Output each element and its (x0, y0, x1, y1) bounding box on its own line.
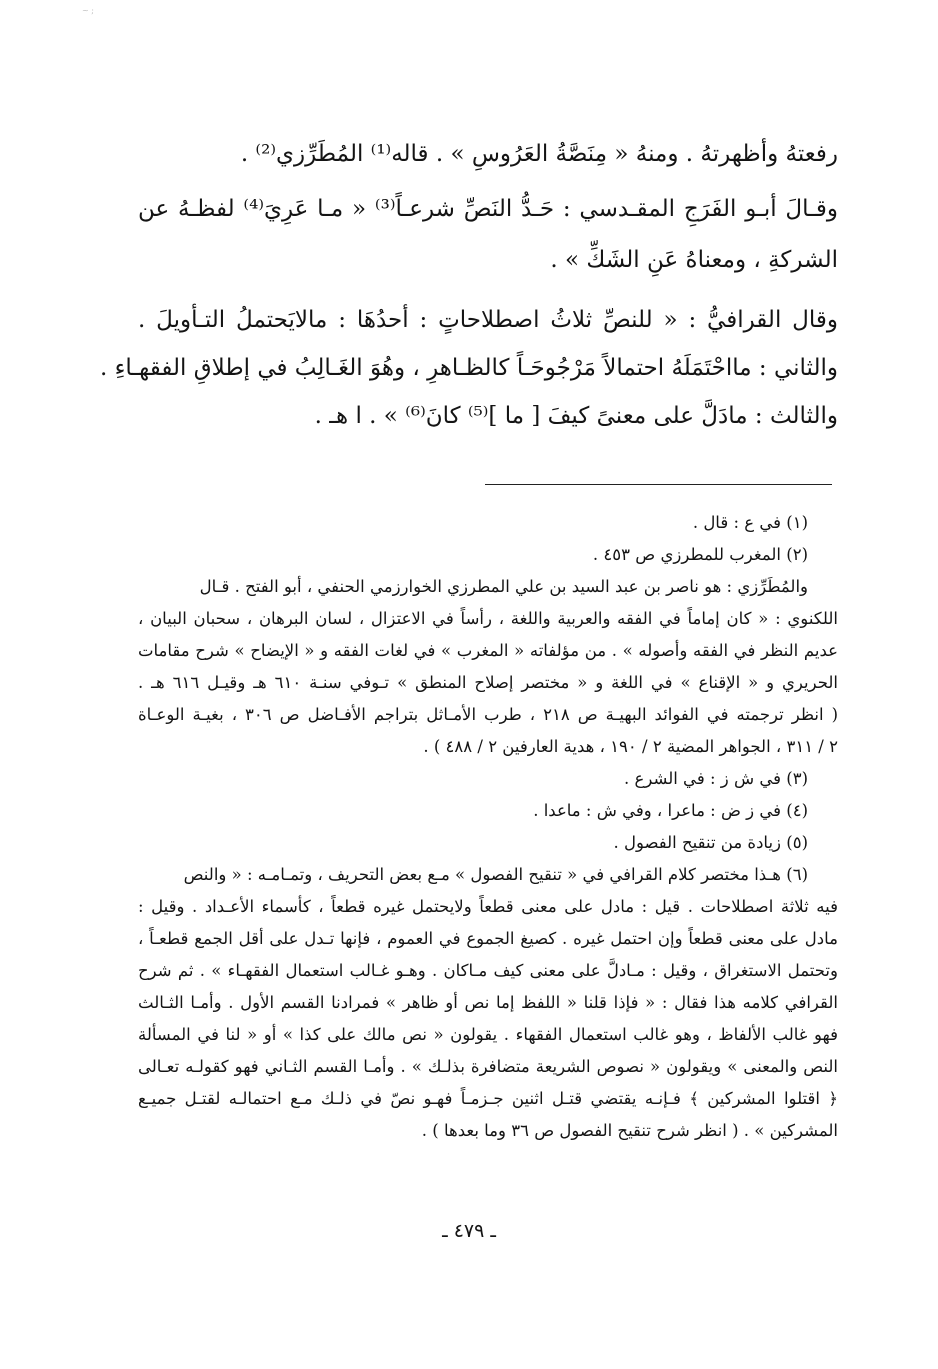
footnote-2-body-6: ٢ / ٣١١ ، الجواهر المضية ٢ / ١٩٠ ، هدية العارفين ٢ / ٤٨٨ ) . (423, 737, 838, 756)
footnote-6-body-2: مادل على معنى قطعاً وإن احتمل غيره . كصيغ الجموع في العموم ، فإنها تـدل على أقل الجمع قطعـاً ، (138, 929, 838, 948)
main-line-2: وقـالَ أبـو الفَرَجِ المقـدسي : حَـدُّ النَصِّ شرعـاً⁽³⁾ « مـا عَرِيَ⁽⁴⁾ لفظـهُ عن (138, 196, 838, 222)
footnote-2-body-3: عديم النظر في الفقه وأصوله » . من مؤلفاته « المغرب » في لغات الفقه و « الإيضاح » شرح مقامات (138, 641, 838, 660)
footnote-6: (٦) هـذا مختصر كلام القرافي في « تنقيح الفصول » مـع بعض التحريف ، وتمـامـه : « والنص (183, 865, 808, 884)
footnote-6-body-6: النص والمعنى » ويقولون « نصوص الشريعة متضافرة بذلـك » . وأمـا القسم الثـاني فهو كقولـه تعـالى (138, 1057, 838, 1076)
footnote-6-body-1: فيه ثلاثة اصطلاحات . قيل : مادل على معنى قطعاً ولايحتمل غيره قطعاً ، كأسماء الأعـداد . وقيل : (138, 897, 838, 916)
scan-corner-mark: ~ ; (82, 6, 94, 15)
footnote-1: (١) في ع : قال . (692, 513, 808, 532)
footnote-2-body-2: اللكنوي : « كان إماماً في الفقه والعربية واللغة ، رأساً في الاعتزال ، لسان البرهان ، سحبان البيان ، (138, 609, 838, 628)
main-line-6: والثالث : مادَلَّ على معنىً كيفَ [ ما ]⁽⁵⁾ كانَ⁽⁶⁾ » . ا هـ . (314, 403, 838, 429)
footnote-6-body-5: فهو غالب الألفاظ ، وهو غالب استعمال الفقهاء . يقولون « نص مالك على كذا » أو « لنا في المسألة (138, 1025, 838, 1044)
footnote-2-body-1: والمُطَرِّزي : هو ناصر بن عبد السيد بن علي المطرزي الخوارزمي الحنفي ، أبو الفتح . قـال (199, 577, 808, 596)
footnote-6-body-7: ﴿ اقتلوا المشركين ﴾ فـإنـه يقتضي قتـل اثنين جـزمـاً فهـو نصّ في ذلـك مـع احتمالـه لقتـل جميـع (138, 1089, 838, 1108)
footnote-6-body-8: المشركين » . ( انظر شرح تنقيح الفصول ص ٣٦ وما بعدها ) . (421, 1121, 838, 1140)
footnote-6-body-4: القرافي كلامه هذا فقال : « فإذا قلنا « اللفظ إما نص أو ظاهر » فمرادنا القسم الأول . وأمـا الثـالث (138, 993, 838, 1012)
footnote-2: (٢) المغرب للمطرزي ص ٤٥٣ . (592, 545, 808, 564)
footnote-5: (٥) زيادة من تنقيح الفصول . (613, 833, 808, 852)
footnote-2-body-5: ( انظر ترجمته في الفوائد البهيـة ص ٢١٨ ، طرب الأمـاثل بتراجم الأفـاضل ص ٣٠٦ ، بغيـة الوعـاة (138, 705, 839, 724)
footnote-2-body-4: الحريري و « الإقناع » في اللغة و « مختصر إصلاح المنطق » تـوفي سنـة ٦١٠ هـ وقيـل ٦١٦ هـ . (138, 673, 838, 692)
footnote-3: (٣) في ش ز : في الشرع . (624, 769, 808, 788)
main-line-1: رفعتهُ وأظهرتهُ . ومنهُ « مِنَصَّةُ العَرُوسِ » . قاله⁽¹⁾ المُطَرِّزي⁽²⁾ . (240, 141, 838, 167)
main-line-4: وقال القرافيُّ : « للنصِّ ثلاثُ اصطلاحاتٍ : أحدُهَا : مالايَحتملُ التـأويلَ . (138, 307, 838, 333)
footnote-4: (٤) في ز ض : ماعرا ، وفي ش : ماعدا . (533, 801, 808, 820)
page-number: ـ ٤٧٩ ـ (442, 1220, 496, 1242)
main-line-5: والثاني : مااحْتَمَلَهُ احتمالاً مَرْجُوحَـاً كالظـاهرِ ، وهُوَ الغَـالِبُ في إطلاقِ الفقهـاءِ . (99, 355, 838, 381)
footnote-separator (485, 484, 832, 485)
main-line-3: الشركةِ ، ومعناهُ عَنِ الشَكِّ » . (550, 247, 838, 273)
footnote-6-body-3: وتحتمل الاستغراق ، وقيل : مـادلَّ على معنى كيف مـاكان . وهـو غـالب استعمال الفقهـاء » . ثم شرح (138, 961, 838, 980)
